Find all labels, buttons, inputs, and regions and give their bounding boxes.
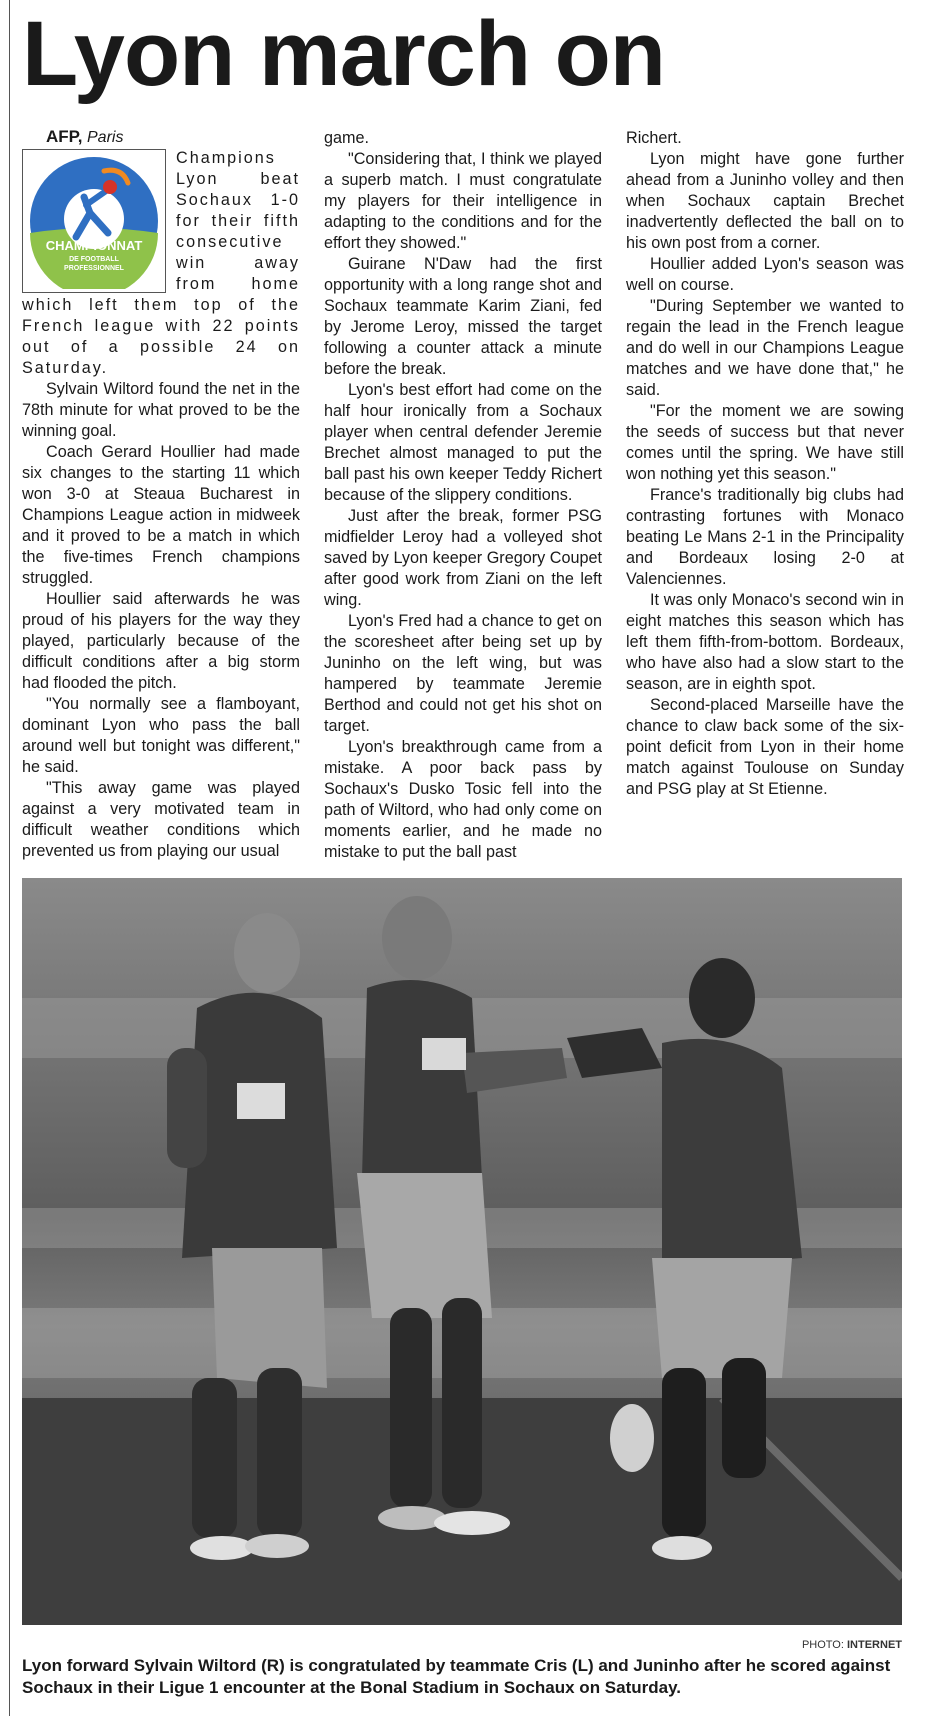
paragraph: It was only Monaco's second win in eight matches this season which has left them fifth-from-bottom. Bordeaux, who have also had a slow start to the season, are in eighth spot.: [626, 591, 904, 693]
paragraph: Lyon might have gone further ahead from a Juninho volley and then when Sochaux captain Brechet inadvertently deflected the ball on to his own post from a corner.: [626, 150, 904, 252]
left-column-rule: [9, 0, 10, 1716]
byline-place: Paris: [87, 129, 124, 146]
byline: [22, 127, 300, 148]
paragraph: Second-placed Marseille have the chance to claw back some of the six-point deficit from Lyon in their home match against Toulouse on Sunday and PSG play at St Etienne.: [626, 696, 904, 798]
paragraph: "Considering that, I think we played a superb match. I must congratulate my players for their intelligence in adapting to the conditions and for the effort they showed.": [324, 150, 602, 252]
byline-agency: AFP,: [46, 127, 83, 146]
logo-line-2: DE FOOTBALL: [69, 256, 119, 263]
article-column-1: [22, 127, 300, 862]
paragraph: Guirane N'Daw had the first opportunity with a long range shot and Sochaux teammate Karim Ziani, fed by Jerome Leroy, missed the target following a counter attack a minute before the break.: [324, 255, 602, 378]
logo-line-3: PROFESSIONNEL: [64, 265, 124, 272]
photo-caption: Lyon forward Sylvain Wiltord (R) is congratulated by teammate Cris (L) and Juninho after he scored against Sochaux in their Ligue 1 encounter at the Bonal Stadium in Sochaux on Saturday.: [22, 1656, 891, 1697]
logo-line-1: CHAMPIONNAT: [45, 238, 143, 253]
paragraph: "This away game was played against a very motivated team in difficult weather conditions which prevented us from playing our usual: [22, 779, 300, 860]
paragraph: "You normally see a flamboyant, dominant Lyon who pass the ball around well but tonight was different," he said.: [22, 695, 300, 776]
paragraph: "During September we wanted to regain the lead in the French league and do well in our Champions League matches and we have done that," he said.: [626, 297, 904, 399]
paragraph: Houllier added Lyon's season was well on course.: [626, 255, 904, 294]
paragraph: Richert.: [626, 129, 682, 147]
match-photo: [22, 878, 902, 1625]
paragraph: Lyon's Fred had a chance to get on the scoresheet after being set up by Juninho on the left wing, but was hampered by teammate Jeremie Berthod and could not get his shot on target.: [324, 612, 602, 735]
paragraph: Lyon's breakthrough came from a mistake. A poor back pass by Sochaux's Dusko Tosic fell into the path of Wiltord, who had only come on moments earlier, and he made no mistake to put the ball past: [324, 738, 602, 861]
paragraph: Houllier said afterwards he was proud of his players for the way they played, particularly because of the difficult conditions after a big storm had flooded the pitch.: [22, 590, 300, 692]
paragraph: Just after the break, former PSG midfielder Leroy had a volleyed shot saved by Lyon keeper Gregory Coupet after good work from Ziani on the left wing.: [324, 507, 602, 609]
paragraph: Coach Gerard Houllier had made six changes to the starting 11 which won 3-0 at Steaua Bucharest in Champions League action in midweek and it proved to be a match in which the five-times French champions struggled.: [22, 443, 300, 587]
paragraph: Lyon's best effort had come on the half hour ironically from a Sochaux player when central defender Jeremie Brechet almost managed to put the ball past his own keeper Teddy Richert because of the slippery conditions.: [324, 381, 602, 504]
paragraph: Champions Lyon beat Sochaux 1-0 for their fifth consecutive win away from home which left them top of the French league with 22 points out of a possible 24 on Saturday.: [22, 149, 300, 377]
photo-credit-source: INTERNET: [847, 1639, 902, 1651]
league-logo: [22, 149, 166, 293]
championnat-logo-icon: [26, 153, 162, 289]
players-celebration-image: [22, 878, 902, 1625]
article-column-3: [626, 128, 904, 800]
photo-credit-label: PHOTO:: [801, 1639, 844, 1651]
article-column-2: [324, 128, 602, 863]
paragraph: "For the moment we are sowing the seeds of success but that never comes until the spring. We have still won nothing yet this season.": [626, 402, 904, 483]
paragraph: Sylvain Wiltord found the net in the 78th minute for what proved to be the winning goal.: [22, 380, 300, 440]
photo-credit: [802, 1638, 902, 1652]
paragraph: France's traditionally big clubs had contrasting fortunes with Monaco beating Le Mans 2-1 in the Principality and Bordeaux losing 2-0 at Valenciennes.: [626, 486, 904, 588]
paragraph: game.: [324, 129, 369, 147]
headline: Lyon march on: [22, 3, 665, 105]
